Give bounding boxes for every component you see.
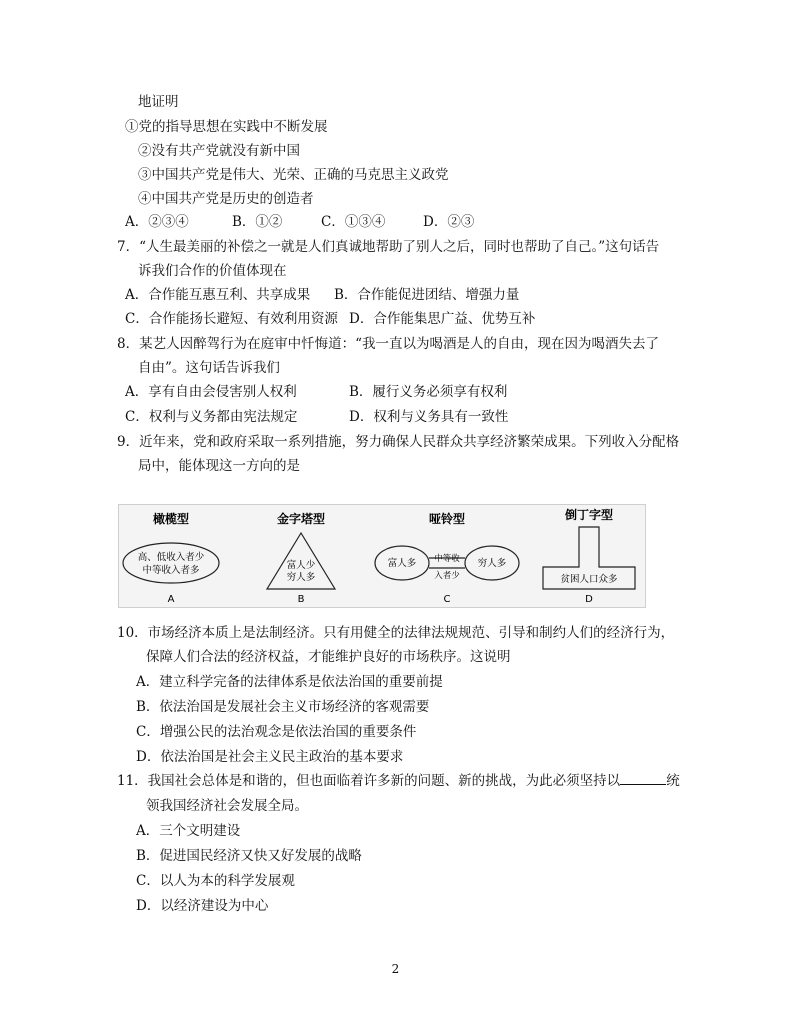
q6-item-2: ②没有共产党就没有新中国 (138, 143, 300, 159)
q8-option-a: A．享有自由会侵害别人权利 (125, 384, 297, 400)
q7-stem-line2: 诉我们合作的价值体现在 (138, 263, 287, 279)
q6-stem-tail: 地证明 (138, 94, 179, 110)
q9-stem-line1: 9．近年来，党和政府采取一系列措施，努力确保人民群众共享经济繁荣成果。下列收入分配格 (117, 434, 680, 450)
figure-b-text1: 富人少 (286, 560, 316, 571)
q6-item-4: ④中国共产党是历史的创造者 (138, 191, 314, 207)
q11-option-a: A．三个文明建设 (136, 823, 241, 839)
figure-c-title: 哑铃型 (428, 512, 466, 526)
q10-option-a: A．建立科学完备的法律体系是依法治国的重要前提 (136, 674, 443, 690)
q7-option-d: D．合作能集思广益、优势互补 (349, 311, 536, 327)
q11-stem-part1: 11．我国社会总体是和谐的，但也面临着许多新的问题、新的挑战，为此必须坚持以 (117, 773, 621, 789)
q6-item-3: ③中国共产党是伟大、光荣、正确的马克思主义政党 (138, 167, 449, 183)
q10-stem-line1: 10．市场经济本质上是法制经济。只有用健全的法律法规规范、引导和制约人们的经济行为， (117, 625, 675, 641)
q11-option-c: C．以人为本的科学发展观 (136, 873, 295, 889)
figure-c-mid-text1: 中等收 (434, 554, 460, 564)
figure-d-title: 倒丁字型 (564, 508, 614, 522)
q6-item-1: ①党的指导思想在实践中不断发展 (125, 119, 328, 135)
figure-c-left-text: 富人多 (387, 558, 417, 569)
q9-stem-line2: 局中，能体现这一方向的是 (138, 458, 300, 474)
q10-option-d: D．依法治国是社会主义民主政治的基本要求 (136, 749, 404, 765)
q11-option-b: B．促进国民经济又快又好发展的战略 (136, 848, 362, 864)
figure-b-title: 金字塔型 (276, 512, 326, 526)
q11-stem-line2: 领我国经济社会发展全局。 (146, 798, 308, 814)
q11-option-d: D．以经济建设为中心 (136, 898, 269, 914)
q8-option-c: C．权利与义务都由宪法规定 (125, 409, 298, 425)
figure-c-mid-text2: 入者少 (434, 571, 460, 581)
q10-option-b: B．依法治国是发展社会主义市场经济的客观需要 (136, 699, 430, 715)
q6-option-d: D．②③ (423, 214, 475, 230)
q11-stem-line1 (117, 772, 680, 790)
q7-option-c: C．合作能扬长避短、有效利用资源 (125, 311, 338, 327)
q6-option-a: A．②③④ (125, 214, 189, 230)
figure-a-olive (123, 511, 219, 605)
q11-stem-part2: 统 (666, 773, 680, 789)
q6-option-c: C．①③④ (321, 214, 386, 230)
figure-a-text2: 中等收入者多 (142, 565, 200, 576)
q10-option-c: C．增强公民的法治观念是依法治国的重要条件 (136, 724, 417, 740)
q7-stem-line1: 7．“人生最美丽的补偿之一就是人们真诚地帮助了别人之后，同时也帮助了自己。”这句话告 (117, 239, 660, 255)
figure-c-dumbbell (375, 511, 519, 605)
q6-option-b: B．①② (232, 214, 283, 230)
figure-d-text1: 贫困人口众多 (560, 574, 618, 585)
q8-stem-line1: 8．某艺人因醉驾行为在庭审中忏悔道：“我一直以为喝酒是人的自由，现在因为喝酒失去了 (117, 336, 659, 352)
figure-b-letter: B (297, 594, 305, 605)
figure-d-inverted-t (543, 507, 635, 605)
q8-stem-line2: 自由”。这句话告诉我们 (138, 360, 280, 376)
figure-a-letter: A (167, 594, 175, 605)
figure-b-text2: 穷人多 (286, 572, 316, 583)
figure-d-letter: D (585, 594, 593, 605)
q11-answer-blank (620, 772, 666, 785)
figure-c-letter: C (443, 594, 451, 605)
income-distribution-figure (118, 504, 646, 608)
q7-option-a: A．合作能互惠互利、共享成果 (125, 287, 311, 303)
q8-option-b: B．履行义务必须享有权利 (349, 384, 508, 400)
figure-b-pyramid (267, 511, 335, 605)
figure-a-text1: 高、低收入者少 (137, 552, 205, 563)
figure-c-right-text: 穷人多 (477, 558, 507, 569)
figure-a-ellipse (123, 543, 219, 583)
q7-option-b: B．合作能促进团结、增强力量 (334, 287, 520, 303)
figure-a-title: 橄榄型 (152, 512, 190, 526)
q8-option-d: D．权利与义务具有一致性 (349, 409, 509, 425)
page-number: 2 (391, 962, 400, 976)
q10-stem-line2: 保障人们合法的经济权益，才能维护良好的市场秩序。这说明 (146, 649, 511, 665)
